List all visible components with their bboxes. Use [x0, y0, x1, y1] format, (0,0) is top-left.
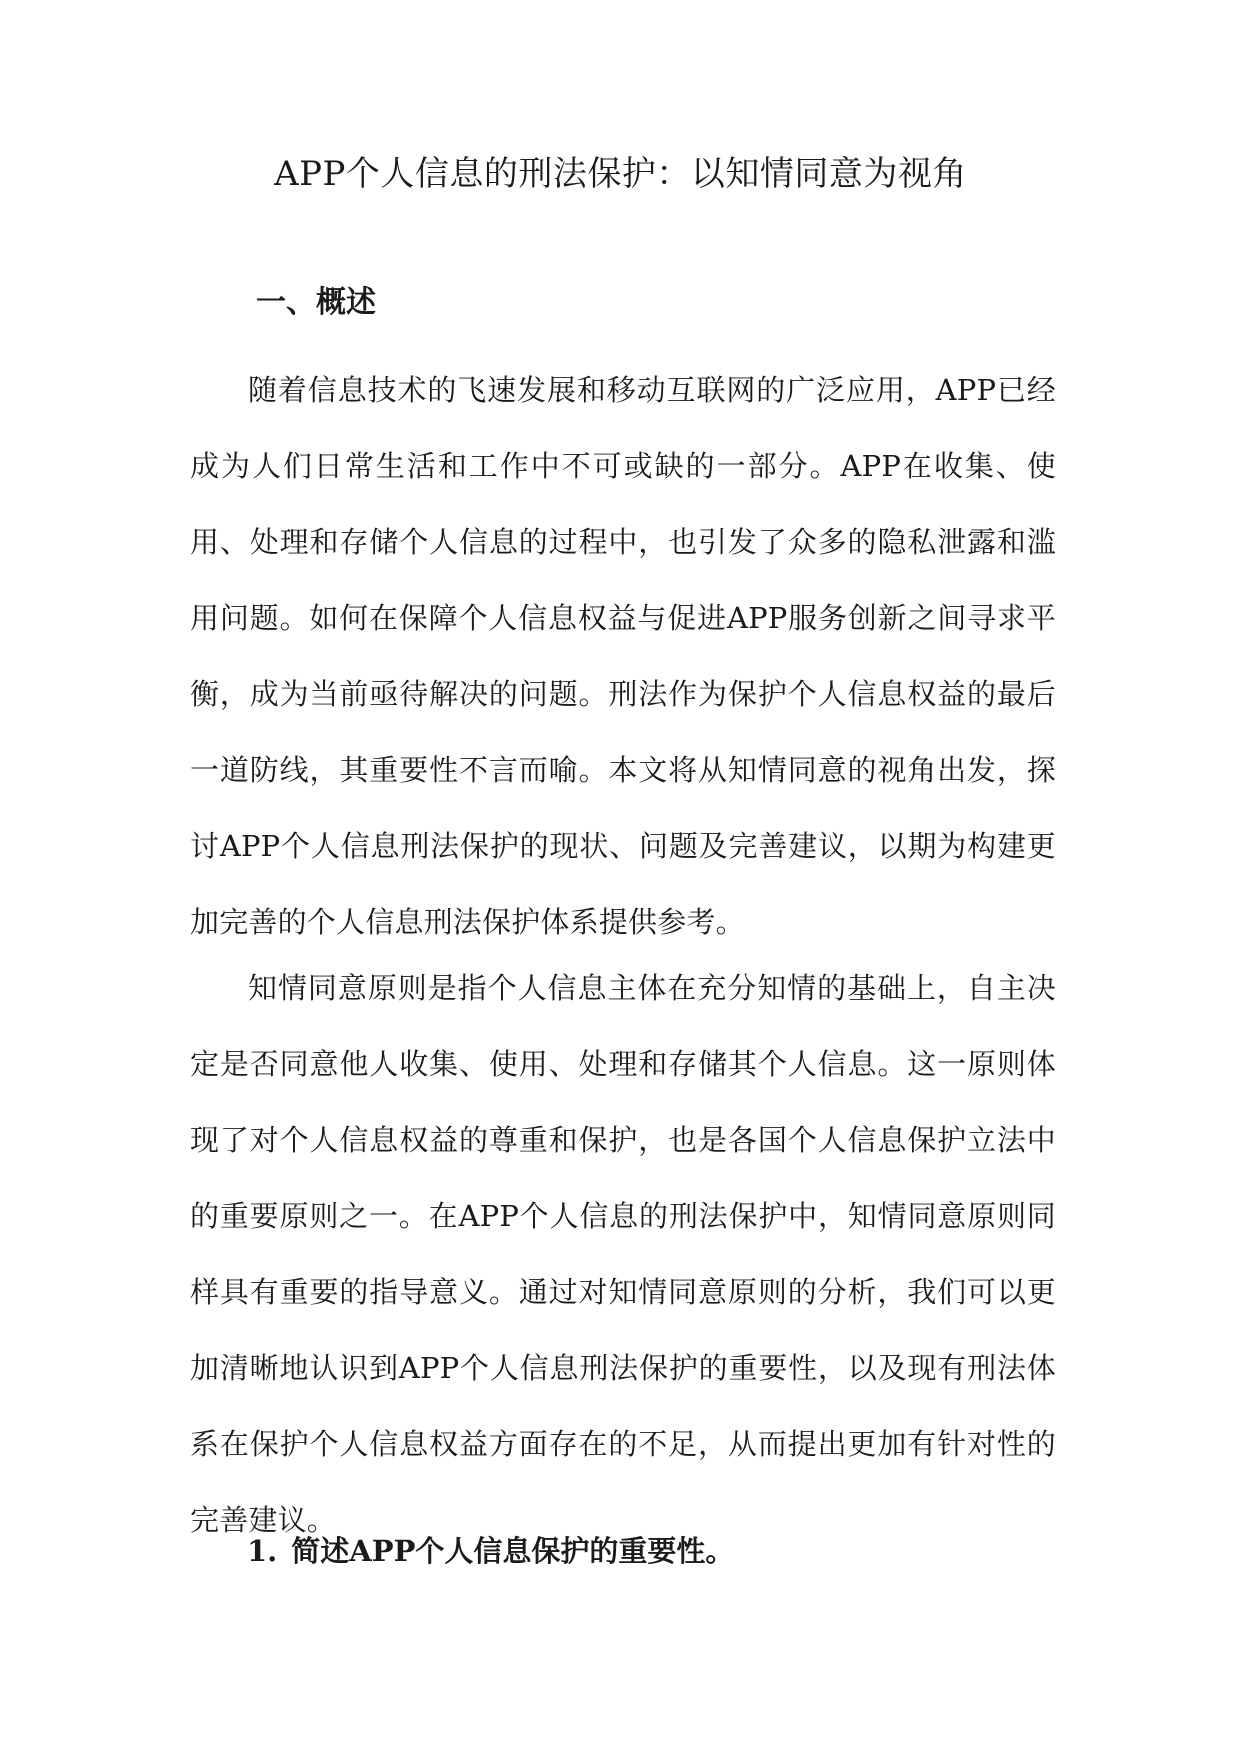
paragraph-intro: 随着信息技术的飞速发展和移动互联网的广泛应用，APP已经成为人们日常生活和工作中不可或缺的一部分。APP在收集、使用、处理和存储个人信息的过程中，也引发了众多的隐私泄露和滥用问题。如何在保障个人信息权益与促进APP服务创新之间寻求平衡，成为当前亟待解决的问题。刑法作为保护个人信息权益的最后一道防线，其重要性不言而喻。本文将从知情同意的视角出发，探讨APP个人信息刑法保护的现状、问题及完善建议，以期为构建更加完善的个人信息刑法保护体系提供参考。 [190, 373, 1056, 939]
paragraph-informed-consent: 知情同意原则是指个人信息主体在充分知情的基础上，自主决定是否同意他人收集、使用、处理和存储其个人信息。这一原则体现了对个人信息权益的尊重和保护，也是各国个人信息保护立法中的重要原则之一。在APP个人信息的刑法保护中，知情同意原则同样具有重要的指导意义。通过对知情同意原则的分析，我们可以更加清晰地认识到APP个人信息刑法保护的重要性，以及现有刑法体系在保护个人信息权益方面存在的不足，从而提出更加有针对性的完善建议。 [190, 971, 1056, 1537]
document-title: APP个人信息的刑法保护：以知情同意为视角 [274, 154, 967, 194]
section-heading-overview: 一、概述 [256, 285, 376, 320]
subheading-importance [247, 1531, 734, 1571]
subheading-text: 简述APP个人信息保护的重要性。 [291, 1534, 735, 1568]
subheading-number: 1. [247, 1534, 278, 1568]
